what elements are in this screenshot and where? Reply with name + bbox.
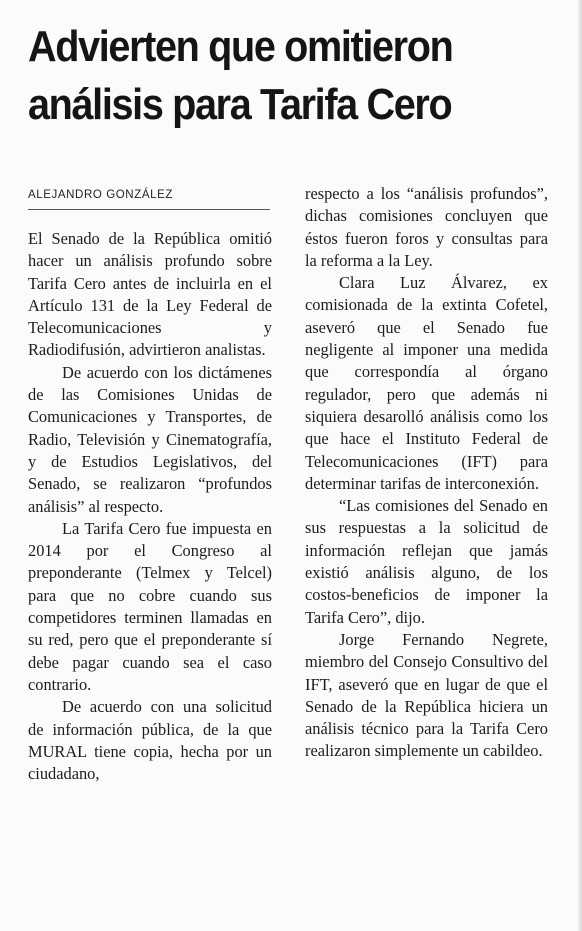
paragraph: La Tarifa Cero fue impuesta en 2014 por el Congreso al preponderante (Telmex y Telcel) para que no cobre cuando sus competidores terminen llamadas en su red, pero que el preponderante sí debe pagar cuando sea el caso contrario. (28, 518, 272, 694)
paragraph: Clara Luz Álvarez, ex comisionada de la extinta Cofetel, aseveró que el Senado fue negligente al imponer una medida que correspondía al órgano regulador, pero que además ni siquiera desarolló análisis como los que hace el Instituto Federal de Telecomunicaciones (IFT) para determinar tarifas de interconexión. (305, 273, 548, 493)
paragraph: respecto a los “análisis profundos”, dichas comisiones concluyen que éstos fueron foros y consultas para la reforma a la Ley. (305, 184, 548, 270)
paragraph: El Senado de la República omitió hacer un análisis profundo sobre Tarifa Cero antes de incluirla en el Artículo 131 de la Ley Federal de Telecomunicaciones y Radiodifusión, advirtieron analistas. (28, 229, 272, 360)
paragraph: De acuerdo con los dictámenes de las Comisiones Unidas de Comunicaciones y Transportes, de Radio, Televisión y Cinematografía, y de Estudios Legislativos, del Senado, se realizaron “profundos análisis” al respecto. (28, 362, 272, 516)
headline-line-2: análisis para Tarifa Cero (28, 80, 452, 129)
byline: ALEJANDRO GONZÁLEZ (28, 189, 173, 201)
byline-divider (28, 209, 270, 210)
article-headline (28, 18, 519, 134)
headline-line-1: Advierten que omitieron (28, 22, 453, 71)
paragraph: “Las comisiones del Senado en sus respuestas a la solicitud de información reflejan que jamás existió análisis alguno, de los costos-beneficios de imponer la Tarifa Cero”, dijo. (305, 496, 548, 627)
paragraph: De acuerdo con una solicitud de información pública, de la que MURAL tiene copia, hecha por un ciudadano, (28, 697, 272, 784)
article-column-right (305, 183, 548, 763)
page-edge (578, 0, 582, 931)
paragraph: Jorge Fernando Negrete, miembro del Consejo Consultivo del IFT, aseveró que en lugar de que el Senado de la República hiciera un análisis técnico para la Tarifa Cero realizaron simplemente un cabildeo. (305, 629, 548, 761)
article-column-left (28, 228, 272, 785)
